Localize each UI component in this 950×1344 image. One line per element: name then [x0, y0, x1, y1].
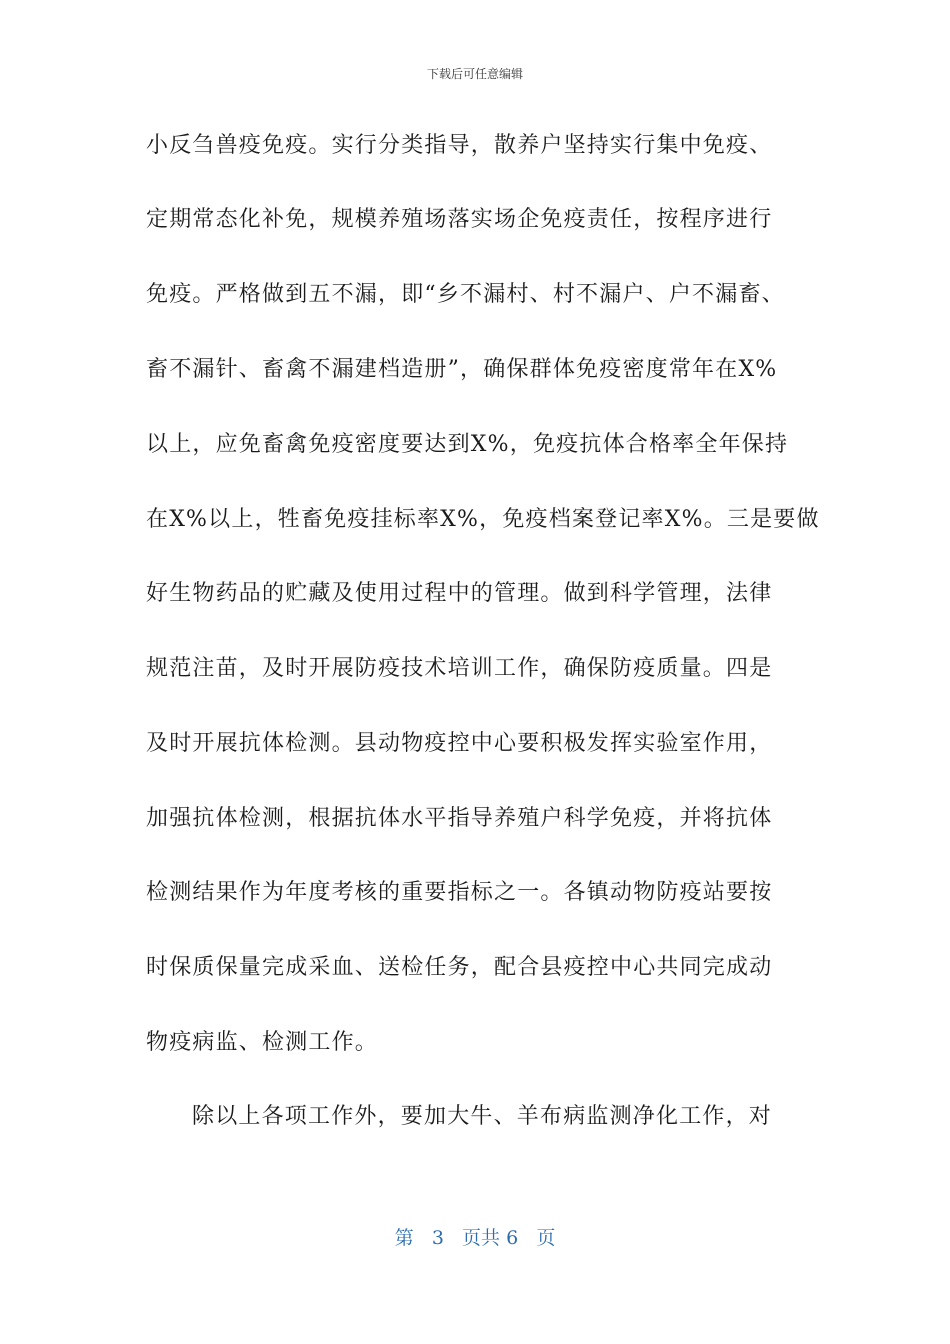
text-line: 加强抗体检测，根据抗体水平指导养殖户科学免疫，并将抗体	[146, 806, 773, 831]
text-line: 时保质保量完成采血、送检任务，配合县疫控中心共同完成动	[146, 955, 773, 980]
page-label-mid: 页共	[462, 1227, 501, 1249]
text-line: 好生物药品的贮藏及使用过程中的管理。做到科学管理，法律	[146, 581, 773, 606]
text-line: 畜不漏针、畜禽不漏建档造册”，确保群体免疫密度常年在X%	[146, 357, 778, 382]
total-pages: 6	[506, 1227, 519, 1249]
page-label-suffix: 页	[536, 1227, 556, 1249]
text-line: 免疫。严格做到五不漏，即“乡不漏村、村不漏户、户不漏畜、	[146, 282, 785, 307]
page-label-prefix: 第	[394, 1227, 414, 1249]
text-line: 规范注苗，及时开展防疫技术培训工作，确保防疫质量。四是	[146, 656, 773, 681]
text-line: 以上，应免畜禽免疫密度要达到X%，免疫抗体合格率全年保持	[146, 432, 789, 457]
page-number	[0, 1226, 950, 1250]
paragraph-first-line: 除以上各项工作外，要加大牛、羊布病监测净化工作，对	[192, 1104, 773, 1129]
text-line: 小反刍兽疫免疫。实行分类指导，散养户坚持实行集中免疫、	[146, 133, 773, 158]
header-note: 下载后可任意编辑	[426, 67, 523, 81]
text-line: 在X%以上，牲畜免疫挂标率X%，免疫档案登记率X%。三是要做	[146, 507, 820, 532]
text-line: 定期常态化补免，规模养殖场落实场企免疫责任，按程序进行	[146, 207, 773, 232]
text-line: 检测结果作为年度考核的重要指标之一。各镇动物防疫站要按	[146, 880, 773, 905]
text-line: 物疫病监、检测工作。	[146, 1030, 379, 1055]
current-page: 3	[431, 1227, 444, 1249]
text-line: 及时开展抗体检测。县动物疫控中心要积极发挥实验室作用，	[146, 731, 773, 756]
